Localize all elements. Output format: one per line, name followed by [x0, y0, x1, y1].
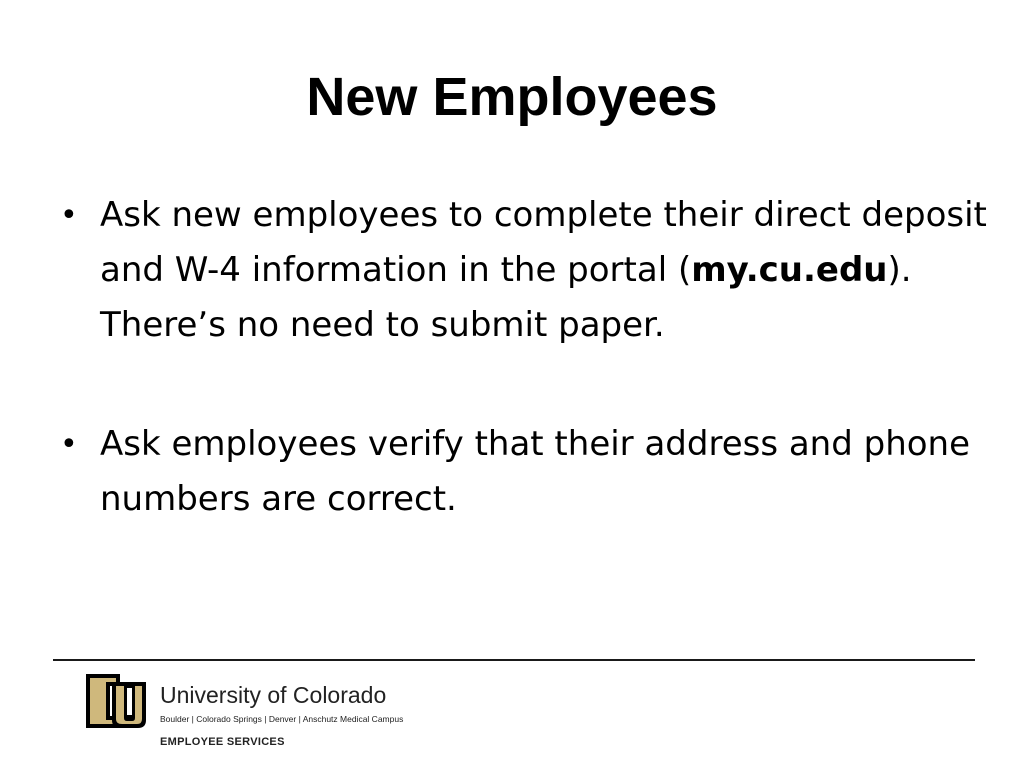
- bullet-text-after: ). There’s no need to submit paper.: [100, 250, 912, 345]
- bullet-text: Ask employees verify that their address and phone numbers are correct.: [100, 424, 971, 519]
- campus-list: Boulder | Colorado Springs | Denver | Anschutz Medical Campus: [160, 714, 404, 724]
- bullet-list: [58, 188, 988, 527]
- cu-logo-icon: [84, 672, 148, 730]
- portal-link-text: my.cu.edu: [691, 250, 888, 290]
- footer-divider: [53, 659, 975, 661]
- bullet-text-before: Ask new employees to complete their direct deposit and W-4 information in the portal (: [100, 195, 987, 290]
- department-name: EMPLOYEE SERVICES: [160, 736, 285, 748]
- university-name: University of Colorado: [160, 682, 387, 708]
- bullet-marker: •: [60, 198, 78, 233]
- bullet-item: [58, 417, 988, 527]
- bullet-text: [100, 195, 987, 345]
- bullet-item: [58, 188, 988, 353]
- slide-title: New Employees: [306, 67, 718, 127]
- bullet-marker: •: [60, 427, 78, 462]
